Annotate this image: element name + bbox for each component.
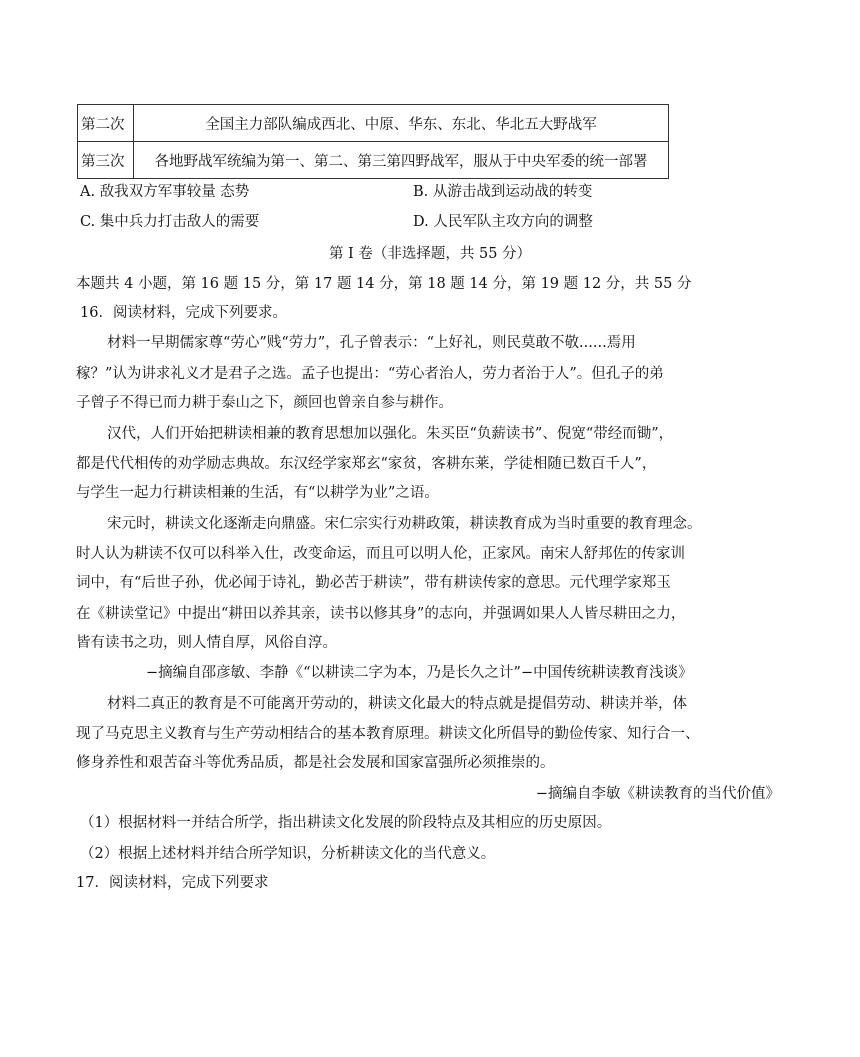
- material-2-line: 修身养性和艰苦奋斗等优秀品质，都是社会发展和国家富强所必须推崇的。: [76, 755, 555, 771]
- table-row-text: 全国主力部队编成西北、中原、华东、东北、华北五大野战军: [134, 105, 669, 142]
- section-description: 本题共 4 小题，第 16 题 15 分，第 17 题 14 分，第 18 题 14 分，第 19 题 12 分，共 55 分: [76, 276, 692, 292]
- material-1-line: 稼？”认为讲求礼义才是君子之选。孟子也提出：“劳心者治人，劳力者治于人”。但孔子的弟: [76, 366, 664, 382]
- material-1-source: −摘编自邵彦敏、李静《“以耕读二字为本，乃是长久之计”−中国传统耕读教育浅谈》: [146, 665, 693, 681]
- material-1-han-line: 都是代代相传的劝学励志典故。东汉经学家郑玄“家贫，客耕东莱，学徒相随已数百千人”，: [76, 456, 657, 472]
- material-1-song-line: 皆有读书之功，则人情自厚，风俗自淳。: [76, 635, 337, 651]
- material-2-line: 现了马克思主义教育与生产劳动相结合的基本教育原理。耕读文化所倡导的勤俭传家、知行合一、: [76, 726, 700, 742]
- material-2-line: 材料二真正的教育是不可能离开劳动的，耕读文化最大的特点就是提倡劳动、耕读并举，体: [107, 696, 687, 712]
- sub-question-2: （2）根据上述材料并结合所学知识，分析耕读文化的当代意义。: [80, 846, 496, 862]
- material-1-song-line: 宋元时，耕读文化逐渐走向鼎盛。宋仁宗实行劝耕政策，耕读教育成为当时重要的教育理念。: [107, 516, 702, 532]
- question-17-stem: 17．阅读材料，完成下列要求: [76, 875, 269, 891]
- material-2-source: −摘编自李敏《耕读教育的当代价值》: [535, 786, 780, 802]
- table-row-head: 第三次: [78, 142, 134, 179]
- section-title: 第 I 卷（非选择题，共 55 分）: [328, 246, 532, 262]
- material-1-song-line: 词中，有“后世子孙，优必闻于诗礼，勤必苦于耕读”，带有耕读传家的意思。元代理学家郑玉: [76, 575, 671, 591]
- sub-question-1: （1）根据材料一并结合所学，指出耕读文化发展的阶段特点及其相应的历史原因。: [80, 815, 612, 831]
- table-row-text: 各地野战军统编为第一、第二、第三第四野战军，服从于中央军委的统一部署: [134, 142, 669, 179]
- material-1-line: 材料一早期儒家尊“劳心”贱“劳力”，孔子曾表示：“上好礼，则民莫敢不敬......焉用: [107, 335, 636, 351]
- material-1-song-line: 时人认为耕读不仅可以科举入仕，改变命运，而且可以明人伦，正家风。南宋人舒邦佐的传家训: [76, 546, 685, 562]
- table-row-head: 第二次: [78, 105, 134, 142]
- material-1-song-line: 在《耕读堂记》中提出“耕田以养其亲，读书以修其身”的志向，并强调如果人人皆尽耕田之力，: [76, 606, 686, 622]
- question-table: [77, 104, 669, 179]
- option-c: C. 集中兵力打击敌人的需要: [80, 214, 260, 230]
- option-a: A. 敌我双方军事较量 态势: [80, 184, 250, 200]
- table-row: [78, 105, 669, 142]
- material-1-han-line: 与学生一起力行耕读相兼的生活，有“以耕学为业”之语。: [76, 485, 439, 501]
- question-16-stem: 16．阅读材料，完成下列要求。: [80, 305, 287, 321]
- material-1-line: 子曾子不得已而力耕于泰山之下，颜回也曾亲自参与耕作。: [76, 395, 453, 411]
- material-1-han-line: 汉代，人们开始把耕读相兼的教育思想加以强化。朱买臣“负薪读书”、倪宽“带经而锄”，: [107, 426, 674, 442]
- option-d: D. 人民军队主攻方向的调整: [413, 214, 593, 230]
- table-row: [78, 142, 669, 179]
- option-b: B. 从游击战到运动战的转变: [413, 184, 593, 200]
